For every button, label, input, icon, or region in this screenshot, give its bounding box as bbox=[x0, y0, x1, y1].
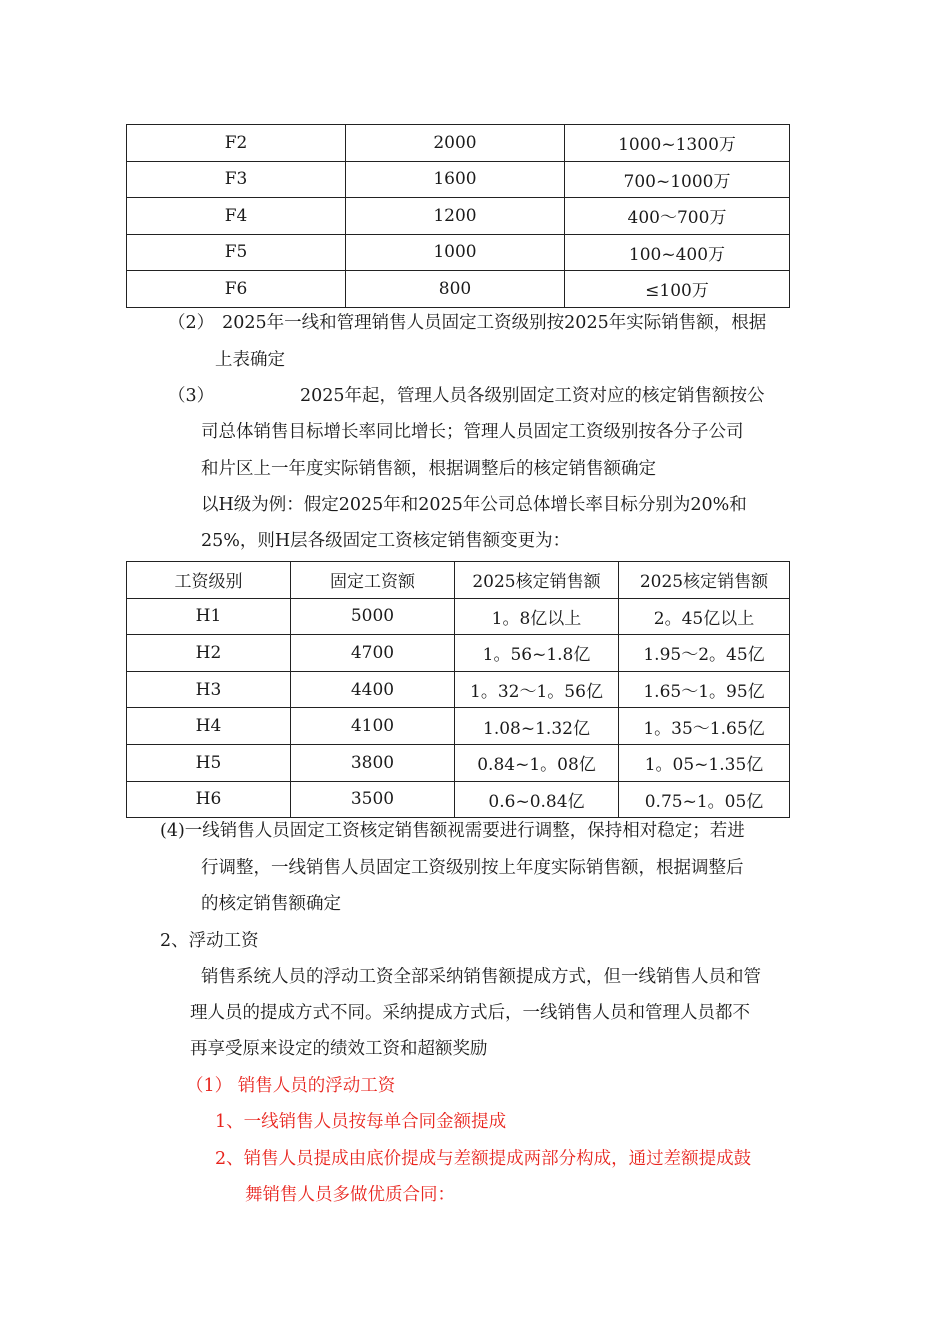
table-cell: H1 bbox=[127, 598, 291, 635]
table-cell: H5 bbox=[127, 744, 291, 781]
header-cell: 2025核定销售额 bbox=[455, 562, 619, 599]
salary-level-table-f bbox=[126, 124, 790, 308]
red-item-1: 1、一线销售人员按每单合同金额提成 bbox=[215, 1112, 507, 1132]
table-cell: 4400 bbox=[291, 671, 455, 708]
table-row bbox=[127, 598, 790, 635]
subsection-1-heading: （1） 销售人员的浮动工资 bbox=[186, 1076, 396, 1096]
table-cell: 2000 bbox=[346, 125, 565, 162]
section-2-heading: 2、浮动工资 bbox=[160, 931, 259, 951]
table-cell: F4 bbox=[127, 198, 346, 235]
table-cell: 1。8亿以上 bbox=[455, 598, 619, 635]
table-cell: 1600 bbox=[346, 161, 565, 198]
table-row bbox=[127, 708, 790, 745]
para-4-line1: (4)一线销售人员固定工资核定销售额视需要进行调整，保持相对稳定；若进 bbox=[160, 821, 745, 841]
table-row bbox=[127, 234, 790, 271]
table-cell: ≤100万 bbox=[565, 271, 790, 308]
table-row bbox=[127, 271, 790, 308]
table-cell: 4100 bbox=[291, 708, 455, 745]
table-cell: 3800 bbox=[291, 744, 455, 781]
table-cell: 1.65～1。95亿 bbox=[619, 671, 790, 708]
para-2-line1 bbox=[168, 305, 766, 342]
para-3-line2: 司总体销售目标增长率同比增长；管理人员固定工资级别按各分子公司 bbox=[201, 422, 744, 442]
para-2-line2: 上表确定 bbox=[215, 350, 285, 370]
para-4-line3: 的核定销售额确定 bbox=[201, 894, 341, 914]
table-cell: 1.95～2。45亿 bbox=[619, 635, 790, 672]
table-cell: F5 bbox=[127, 234, 346, 271]
table-row bbox=[127, 198, 790, 235]
table-cell: 4700 bbox=[291, 635, 455, 672]
table-cell: 1。56~1.8亿 bbox=[455, 635, 619, 672]
header-cell: 2025核定销售额 bbox=[619, 562, 790, 599]
para-3-line1: 2025年起，管理人员各级别固定工资对应的核定销售额按公 bbox=[300, 386, 765, 406]
para-2-number: （2） bbox=[168, 313, 215, 333]
table-row bbox=[127, 744, 790, 781]
salary-level-table-h bbox=[126, 561, 790, 818]
table-cell: 1。35～1.65亿 bbox=[619, 708, 790, 745]
table-cell: H4 bbox=[127, 708, 291, 745]
table-cell: 0.84~1。08亿 bbox=[455, 744, 619, 781]
table-cell: 5000 bbox=[291, 598, 455, 635]
table-cell: F6 bbox=[127, 271, 346, 308]
table-cell: 100~400万 bbox=[565, 234, 790, 271]
table-cell: F2 bbox=[127, 125, 346, 162]
para-2-text: 2025年一线和管理销售人员固定工资级别按2025年实际销售额，根据 bbox=[222, 313, 767, 333]
section-2-line2: 理人员的提成方式不同。采纳提成方式后，一线销售人员和管理人员都不 bbox=[190, 1003, 750, 1023]
table-cell: 800 bbox=[346, 271, 565, 308]
red-item-2-line1: 2、销售人员提成由底价提成与差额提成两部分构成，通过差额提成鼓 bbox=[215, 1149, 752, 1169]
table-cell: F3 bbox=[127, 161, 346, 198]
red-item-2-line2: 舞销售人员多做优质合同： bbox=[245, 1185, 455, 1205]
section-2-line1: 销售系统人员的浮动工资全部采纳销售额提成方式，但一线销售人员和管 bbox=[201, 967, 761, 987]
table-cell: 1。05~1.35亿 bbox=[619, 744, 790, 781]
table-cell: 0.6~0.84亿 bbox=[455, 781, 619, 818]
para-3-line5: 25%，则H层各级固定工资核定销售额变更为： bbox=[201, 531, 571, 551]
table-row bbox=[127, 635, 790, 672]
table-row bbox=[127, 161, 790, 198]
header-cell: 工资级别 bbox=[127, 562, 291, 599]
table-cell: 1200 bbox=[346, 198, 565, 235]
table-row bbox=[127, 125, 790, 162]
table-cell: 1。32～1。56亿 bbox=[455, 671, 619, 708]
table-cell: H3 bbox=[127, 671, 291, 708]
table-row bbox=[127, 671, 790, 708]
para-3-line3: 和片区上一年度实际销售额，根据调整后的核定销售额确定 bbox=[201, 459, 656, 479]
table-cell: 700~1000万 bbox=[565, 161, 790, 198]
table-cell: 3500 bbox=[291, 781, 455, 818]
table-cell: H6 bbox=[127, 781, 291, 818]
section-2-line3: 再享受原来设定的绩效工资和超额奖励 bbox=[190, 1039, 488, 1059]
table-cell: 1.08~1.32亿 bbox=[455, 708, 619, 745]
table-cell: 2。45亿以上 bbox=[619, 598, 790, 635]
table-cell: 0.75~1。05亿 bbox=[619, 781, 790, 818]
para-3-number: （3） bbox=[168, 386, 215, 406]
para-3-line4: 以H级为例：假定2025年和2025年公司总体增长率目标分别为20%和 bbox=[201, 495, 747, 515]
table-cell: H2 bbox=[127, 635, 291, 672]
table-cell: 1000 bbox=[346, 234, 565, 271]
table-cell: 1000~1300万 bbox=[565, 125, 790, 162]
table-cell: 400～700万 bbox=[565, 198, 790, 235]
table-header-row bbox=[127, 562, 790, 599]
header-cell: 固定工资额 bbox=[291, 562, 455, 599]
para-4-line2: 行调整，一线销售人员固定工资级别按上年度实际销售额，根据调整后 bbox=[201, 858, 744, 878]
